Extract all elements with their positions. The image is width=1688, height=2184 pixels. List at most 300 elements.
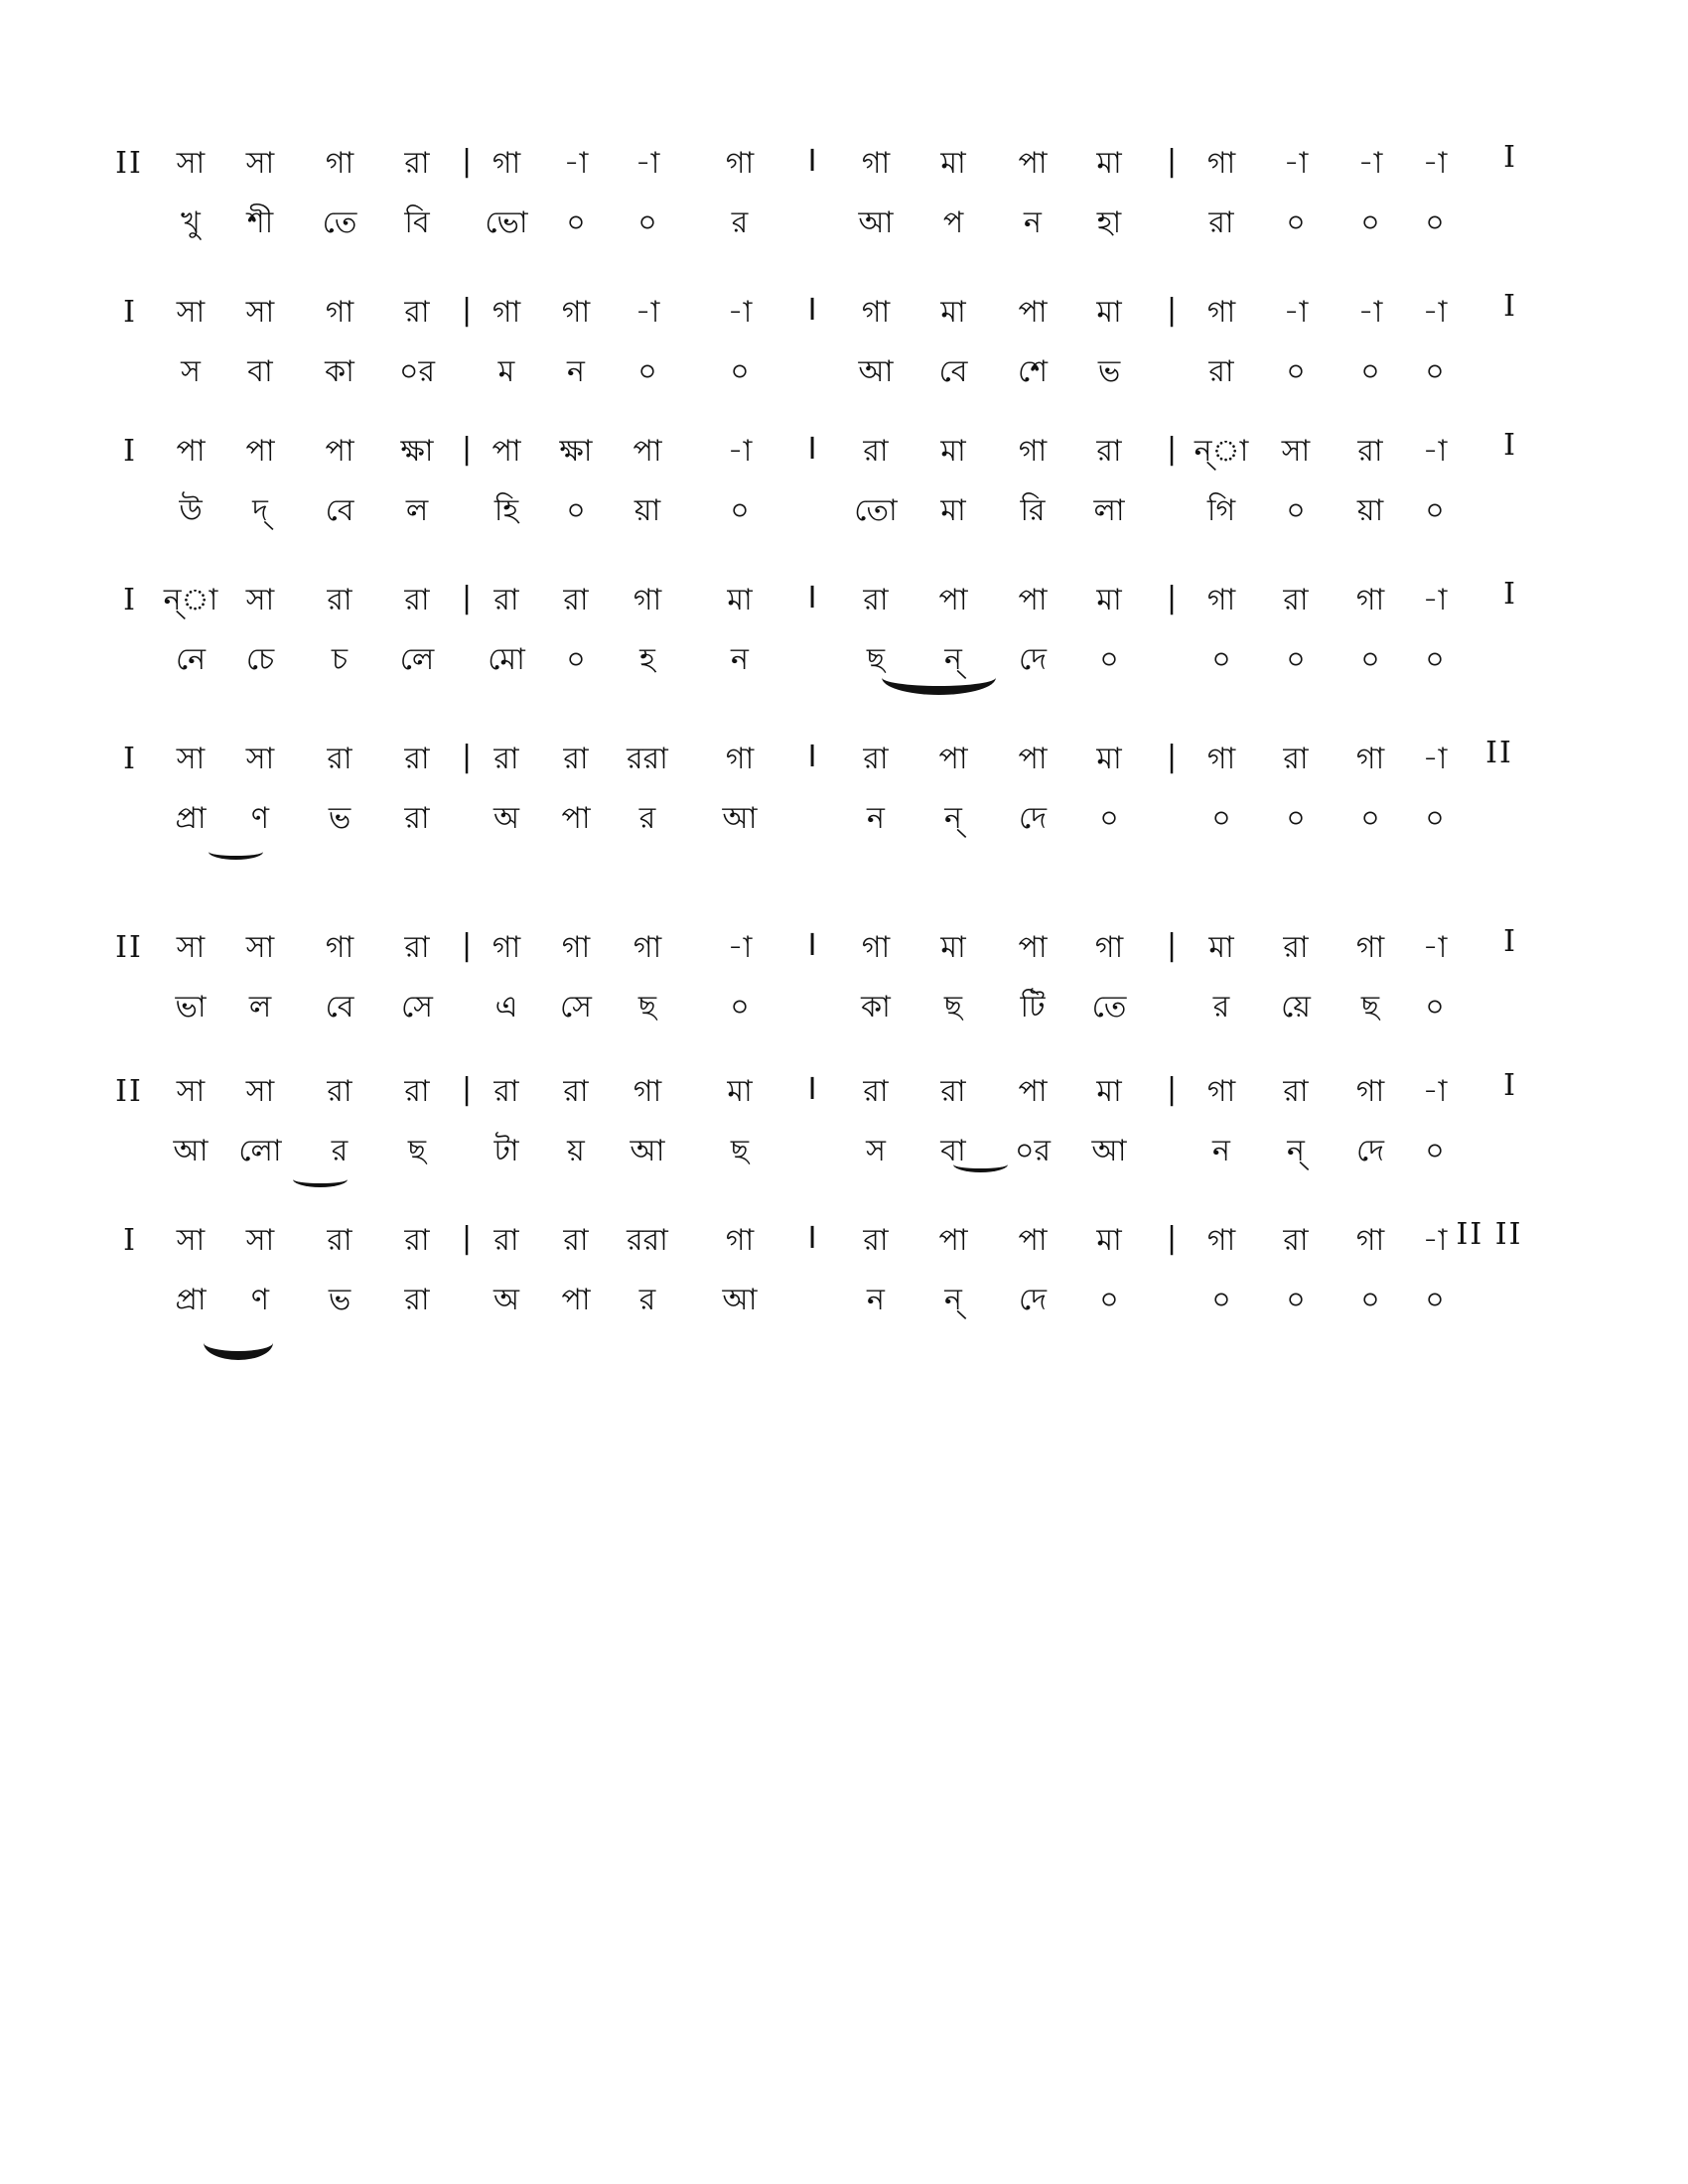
lyric-syllable: রা: [404, 1283, 430, 1317]
measure-divider-major: I: [807, 293, 817, 328]
lyric-syllable: র: [1212, 990, 1230, 1024]
lyric-syllable: য়: [567, 1134, 585, 1168]
swara-note: রা: [863, 434, 889, 469]
lyric-syllable: খু: [181, 205, 201, 240]
line-end-barline: I: [1503, 428, 1515, 463]
swara-note: গা: [633, 930, 662, 965]
swara-note: রা: [327, 1223, 352, 1258]
swara-note: সা: [176, 930, 206, 965]
swara-note: রা: [940, 1074, 966, 1109]
line-end-barline: I: [1503, 140, 1515, 175]
lyric-syllable: ন: [567, 354, 585, 389]
lyric-syllable: ছ: [866, 642, 886, 677]
lyric-syllable: আ: [722, 801, 758, 836]
lyric-syllable: ০: [1211, 801, 1231, 836]
swara-note: গা: [1355, 742, 1385, 776]
beat-divider: |: [461, 293, 473, 328]
swara-note: পা: [1018, 295, 1048, 330]
lyric-syllable: বা: [247, 354, 273, 389]
beat-divider: |: [461, 740, 473, 774]
lyric-syllable: ০: [730, 493, 750, 528]
lyric-syllable: লো: [238, 1134, 282, 1168]
swara-note: গা: [1206, 583, 1236, 617]
beat-divider: |: [1166, 1072, 1178, 1107]
lyric-syllable: ণ: [250, 1283, 270, 1317]
lyric-syllable: ণ: [250, 801, 270, 836]
swara-note: গা: [1206, 1074, 1236, 1109]
swara-note: গা: [1355, 1223, 1385, 1258]
beat-divider: |: [461, 1072, 473, 1107]
swara-note: পা: [1018, 1074, 1048, 1109]
lyric-syllable: ০: [1425, 990, 1445, 1024]
lyric-syllable: সে: [560, 990, 592, 1024]
swara-note: পা: [1018, 742, 1048, 776]
swara-note: রা: [563, 1223, 589, 1258]
lyric-syllable: ০: [1099, 801, 1119, 836]
lyric-syllable: ০: [1360, 205, 1380, 240]
lyric-syllable: এ: [494, 990, 518, 1024]
beat-divider: |: [461, 928, 473, 963]
swara-note: গা: [725, 146, 755, 181]
lyric-syllable: ০: [1286, 801, 1306, 836]
lyric-syllable: ০: [1211, 1283, 1231, 1317]
line-start-barline: I: [123, 1223, 135, 1258]
swara-note: সা: [245, 930, 275, 965]
lyric-syllable: ০: [566, 205, 586, 240]
line-start-barline: I: [123, 742, 135, 776]
swara-note: মা: [940, 146, 966, 181]
measure-divider-major: I: [807, 1221, 817, 1256]
swara-note: রা: [327, 1074, 352, 1109]
swara-note: রা: [404, 146, 430, 181]
lyric-syllable: ০: [730, 354, 750, 389]
swara-note: গা: [633, 583, 662, 617]
swara-note: গা: [861, 146, 891, 181]
lyric-syllable: প: [942, 205, 964, 240]
lyric-syllable: ০: [1425, 354, 1445, 389]
lyric-syllable: দ্: [252, 493, 268, 528]
swara-note: গা: [861, 295, 891, 330]
swara-note: সা: [176, 146, 206, 181]
lyric-syllable: তে: [1091, 990, 1127, 1024]
lyric-syllable: রা: [404, 801, 430, 836]
lyric-syllable: ০: [637, 205, 657, 240]
swara-note: রা: [493, 1074, 519, 1109]
swara-note: গা: [725, 1223, 755, 1258]
lyric-syllable: প্রা: [175, 801, 207, 836]
beat-divider: |: [461, 1221, 473, 1256]
lyric-syllable: ০: [1425, 205, 1445, 240]
lyric-syllable: রা: [1208, 205, 1234, 240]
measure-divider-major: I: [807, 928, 817, 963]
swara-note: ন্া: [163, 583, 218, 617]
swara-note: -া: [1357, 295, 1383, 330]
swara-note: রা: [863, 742, 889, 776]
lyric-syllable: লে: [399, 642, 435, 677]
swara-note: -া: [1422, 434, 1448, 469]
lyric-syllable: র: [331, 1134, 349, 1168]
swara-note: রা: [404, 1074, 430, 1109]
lyric-syllable: আ: [173, 1134, 209, 1168]
lyric-syllable: ভা: [175, 990, 207, 1024]
line-end-barline: I: [1503, 924, 1515, 959]
swara-note: রা: [1283, 742, 1309, 776]
lyric-syllable: ন্: [944, 1283, 962, 1317]
swara-note: রা: [493, 583, 519, 617]
lyric-syllable: স: [181, 354, 201, 389]
lyric-syllable: চ: [331, 642, 349, 677]
swara-note: মা: [1096, 583, 1122, 617]
swara-note: -া: [1422, 1074, 1448, 1109]
swara-note: ন্া: [1194, 434, 1249, 469]
lyric-syllable: দে: [1019, 1283, 1047, 1317]
lyric-syllable: য়া: [1356, 493, 1384, 528]
swara-note: সা: [245, 1223, 275, 1258]
swara-note: রা: [1283, 1223, 1309, 1258]
lyric-syllable: য়ে: [1281, 990, 1311, 1024]
swara-note: রা: [563, 1074, 589, 1109]
swara-note: সা: [245, 146, 275, 181]
swara-note: রা: [493, 742, 519, 776]
swara-note: মা: [1208, 930, 1234, 965]
lyric-syllable: রি: [1020, 493, 1046, 528]
beat-divider: |: [1166, 432, 1178, 467]
measure-divider-major: I: [807, 432, 817, 467]
lyric-syllable: র: [731, 205, 749, 240]
swara-note: গা: [1355, 930, 1385, 965]
lyric-syllable: তো: [854, 493, 898, 528]
lyric-syllable: ০: [1425, 642, 1445, 677]
lyric-syllable: আ: [722, 1283, 758, 1317]
lyric-syllable: শী: [246, 205, 274, 240]
lyric-syllable: মা: [940, 493, 966, 528]
swara-note: রা: [327, 583, 352, 617]
swara-note: রা: [563, 583, 589, 617]
swara-note: পা: [245, 434, 275, 469]
lyric-syllable: দে: [1019, 801, 1047, 836]
swara-note: মা: [727, 583, 753, 617]
swara-note: -া: [1422, 1223, 1448, 1258]
swara-note: -া: [1422, 295, 1448, 330]
swara-note: মা: [1096, 1223, 1122, 1258]
beat-divider: |: [1166, 144, 1178, 179]
swara-note: গা: [861, 930, 891, 965]
lyric-syllable: বে: [325, 493, 354, 528]
lyric-syllable: ছ: [730, 1134, 750, 1168]
swara-note: সা: [1281, 434, 1311, 469]
lyric-syllable: হা: [1096, 205, 1122, 240]
lyric-syllable: ০: [1099, 642, 1119, 677]
swara-note: গা: [492, 930, 521, 965]
swara-note: রা: [1283, 583, 1309, 617]
lyric-syllable: ০: [1360, 801, 1380, 836]
swara-note: -া: [1422, 146, 1448, 181]
swara-note: গা: [1206, 295, 1236, 330]
lyric-syllable: শে: [1018, 354, 1048, 389]
swara-note: রা: [404, 742, 430, 776]
swara-note: রা: [327, 742, 352, 776]
line-start-barline: II: [115, 1074, 143, 1109]
swara-note: -া: [1422, 742, 1448, 776]
swara-note: গা: [725, 742, 755, 776]
lyric-syllable: দে: [1019, 642, 1047, 677]
swara-note: রা: [404, 295, 430, 330]
swara-note: সা: [176, 742, 206, 776]
swara-note: মা: [1096, 146, 1122, 181]
swara-note: গা: [1206, 1223, 1236, 1258]
lyric-syllable: ০: [1286, 354, 1306, 389]
lyric-syllable: তে: [322, 205, 357, 240]
beat-divider: |: [461, 432, 473, 467]
lyric-syllable: চে: [245, 642, 275, 677]
lyric-syllable: য়া: [633, 493, 661, 528]
swara-note: গা: [1206, 146, 1236, 181]
swara-note: রা: [1283, 1074, 1309, 1109]
swara-note: -া: [727, 930, 753, 965]
measure-divider-major: I: [807, 581, 817, 615]
lyric-syllable: ০: [1286, 493, 1306, 528]
lyric-syllable: উ: [179, 493, 203, 528]
swara-note: -া: [1422, 930, 1448, 965]
lyric-syllable: ০: [637, 354, 657, 389]
swara-note: পা: [1018, 583, 1048, 617]
lyric-syllable: ন্: [944, 642, 962, 677]
swara-note: রা: [863, 1074, 889, 1109]
measure-divider-major: I: [807, 1072, 817, 1107]
swara-note: -া: [727, 295, 753, 330]
lyric-syllable: ০: [1425, 801, 1445, 836]
swara-note: রা: [563, 742, 589, 776]
swara-note: ক্ষা: [559, 434, 593, 469]
beat-divider: |: [1166, 740, 1178, 774]
lyric-syllable: ন্: [1287, 1134, 1305, 1168]
lyric-syllable: ০: [1360, 642, 1380, 677]
swara-note: -া: [634, 295, 660, 330]
lyric-syllable: ন্: [944, 801, 962, 836]
beat-divider: |: [1166, 581, 1178, 615]
lyric-syllable: ছ: [943, 990, 963, 1024]
swara-note: গা: [325, 295, 354, 330]
swara-note: পা: [938, 742, 968, 776]
swara-note: মা: [940, 295, 966, 330]
lyric-syllable: টি: [1020, 990, 1046, 1024]
lyric-syllable: নে: [175, 642, 207, 677]
swara-note: পা: [1018, 1223, 1048, 1258]
lyric-syllable: ভ: [328, 801, 352, 836]
swara-note: রা: [1357, 434, 1383, 469]
swara-note: ররা: [627, 1223, 668, 1258]
swara-note: সা: [245, 742, 275, 776]
lyric-syllable: ভ: [328, 1283, 352, 1317]
swara-note: রা: [404, 583, 430, 617]
lyric-syllable: লা: [1093, 493, 1125, 528]
lyric-syllable: ০: [1099, 1283, 1119, 1317]
swara-note: পা: [633, 434, 662, 469]
line-start-barline: II: [115, 930, 143, 965]
lyric-syllable: র: [638, 1283, 656, 1317]
lyric-syllable: আ: [630, 1134, 665, 1168]
swara-note: -া: [727, 434, 753, 469]
lyric-syllable: কা: [861, 990, 891, 1024]
swara-note: রা: [863, 1223, 889, 1258]
lyric-syllable: হি: [493, 493, 519, 528]
lyric-syllable: ০: [1211, 642, 1231, 677]
line-start-barline: II: [115, 146, 143, 181]
line-end-barline: I: [1503, 577, 1515, 612]
lyric-syllable: প্রা: [175, 1283, 207, 1317]
line-end-barline: II II: [1456, 1217, 1523, 1252]
swara-note: ররা: [627, 742, 668, 776]
swara-note: পা: [1018, 930, 1048, 965]
slur-mark: [204, 1325, 273, 1360]
lyric-syllable: অ: [493, 1283, 519, 1317]
slur-mark: [882, 660, 996, 695]
swara-note: মা: [1096, 1074, 1122, 1109]
swara-note: রা: [493, 1223, 519, 1258]
measure-divider-major: I: [807, 144, 817, 179]
lyric-syllable: অ: [493, 801, 519, 836]
swara-note: পা: [492, 434, 521, 469]
swara-note: গা: [1018, 434, 1048, 469]
slur-mark: [953, 1157, 1008, 1172]
lyric-syllable: ছ: [637, 990, 657, 1024]
lyric-syllable: ছ: [1360, 990, 1380, 1024]
lyric-syllable: সে: [401, 990, 433, 1024]
lyric-syllable: পা: [561, 801, 591, 836]
lyric-syllable: ০: [1360, 1283, 1380, 1317]
lyric-syllable: টা: [493, 1134, 519, 1168]
lyric-syllable: ০: [1286, 205, 1306, 240]
swara-note: -া: [1357, 146, 1383, 181]
slur-mark: [293, 1171, 348, 1187]
lyric-syllable: দে: [1356, 1134, 1384, 1168]
lyric-syllable: ০: [1286, 1283, 1306, 1317]
lyric-syllable: ০: [566, 642, 586, 677]
swara-note: গা: [492, 295, 521, 330]
swara-note: সা: [176, 295, 206, 330]
swara-note: মা: [940, 930, 966, 965]
lyric-syllable: র: [638, 801, 656, 836]
line-start-barline: I: [123, 434, 135, 469]
line-end-barline: I: [1503, 289, 1515, 324]
swara-note: গা: [1355, 1074, 1385, 1109]
lyric-syllable: বা: [940, 1134, 966, 1168]
lyric-syllable: ০: [730, 990, 750, 1024]
swara-note: গা: [1206, 742, 1236, 776]
lyric-syllable: আ: [858, 354, 894, 389]
swara-note: -া: [634, 146, 660, 181]
swara-note: গা: [561, 930, 591, 965]
swara-note: সা: [176, 1223, 206, 1258]
lyric-syllable: আ: [1091, 1134, 1127, 1168]
lyric-syllable: ০: [1286, 642, 1306, 677]
beat-divider: |: [461, 581, 473, 615]
swara-note: রা: [1096, 434, 1122, 469]
lyric-syllable: বি: [404, 205, 430, 240]
lyric-syllable: স: [866, 1134, 886, 1168]
lyric-syllable: ০: [1425, 493, 1445, 528]
lyric-syllable: ন: [867, 1283, 885, 1317]
lyric-syllable: ম: [497, 354, 515, 389]
lyric-syllable: কা: [325, 354, 354, 389]
swara-note: -া: [1283, 146, 1309, 181]
swara-note: গা: [633, 1074, 662, 1109]
beat-divider: |: [1166, 293, 1178, 328]
swara-note: -া: [1422, 583, 1448, 617]
swara-note: পা: [325, 434, 354, 469]
swara-note: গা: [561, 295, 591, 330]
slur-mark: [209, 844, 263, 860]
lyric-syllable: ০: [1360, 354, 1380, 389]
swara-note: সা: [245, 583, 275, 617]
line-end-barline: I: [1503, 1068, 1515, 1103]
lyric-syllable: আ: [858, 205, 894, 240]
lyric-syllable: ভো: [485, 205, 528, 240]
beat-divider: |: [461, 144, 473, 179]
swara-note: গা: [492, 146, 521, 181]
swara-note: মা: [940, 434, 966, 469]
lyric-syllable: ০: [566, 493, 586, 528]
beat-divider: |: [1166, 928, 1178, 963]
lyric-syllable: মো: [488, 642, 525, 677]
swara-note: রা: [1283, 930, 1309, 965]
swara-note: গা: [1355, 583, 1385, 617]
swara-note: সা: [245, 1074, 275, 1109]
lyric-syllable: পা: [561, 1283, 591, 1317]
swara-note: পা: [176, 434, 206, 469]
lyric-syllable: বে: [938, 354, 968, 389]
lyric-syllable: বে: [325, 990, 354, 1024]
swara-note: রা: [404, 1223, 430, 1258]
swara-note: সা: [176, 1074, 206, 1109]
lyric-syllable: ০র: [398, 354, 436, 389]
swara-note: মা: [1096, 295, 1122, 330]
swara-note: গা: [325, 930, 354, 965]
swara-note: ক্ষা: [400, 434, 434, 469]
lyric-syllable: গি: [1206, 493, 1236, 528]
lyric-syllable: ভ: [1097, 354, 1121, 389]
swara-note: মা: [727, 1074, 753, 1109]
beat-divider: |: [1166, 1221, 1178, 1256]
swara-note: সা: [245, 295, 275, 330]
lyric-syllable: ন: [1024, 205, 1042, 240]
swara-note: পা: [938, 583, 968, 617]
lyric-syllable: হ: [639, 642, 655, 677]
line-end-barline: II: [1485, 736, 1513, 770]
swara-note: পা: [1018, 146, 1048, 181]
line-start-barline: I: [123, 583, 135, 617]
swara-note: -া: [563, 146, 589, 181]
lyric-syllable: ল: [248, 990, 272, 1024]
lyric-syllable: ০র: [1014, 1134, 1052, 1168]
lyric-syllable: ন: [1212, 1134, 1230, 1168]
measure-divider-major: I: [807, 740, 817, 774]
lyric-syllable: ন: [867, 801, 885, 836]
lyric-syllable: ০: [1425, 1134, 1445, 1168]
swara-note: -া: [1283, 295, 1309, 330]
lyric-syllable: ন: [731, 642, 749, 677]
lyric-syllable: ছ: [407, 1134, 427, 1168]
lyric-syllable: রা: [1208, 354, 1234, 389]
lyric-syllable: ০: [1425, 1283, 1445, 1317]
swara-note: গা: [325, 146, 354, 181]
swara-note: গা: [1094, 930, 1124, 965]
swara-note: রা: [863, 583, 889, 617]
swara-note: পা: [938, 1223, 968, 1258]
swara-note: রা: [404, 930, 430, 965]
lyric-syllable: ল: [405, 493, 429, 528]
swara-note: মা: [1096, 742, 1122, 776]
